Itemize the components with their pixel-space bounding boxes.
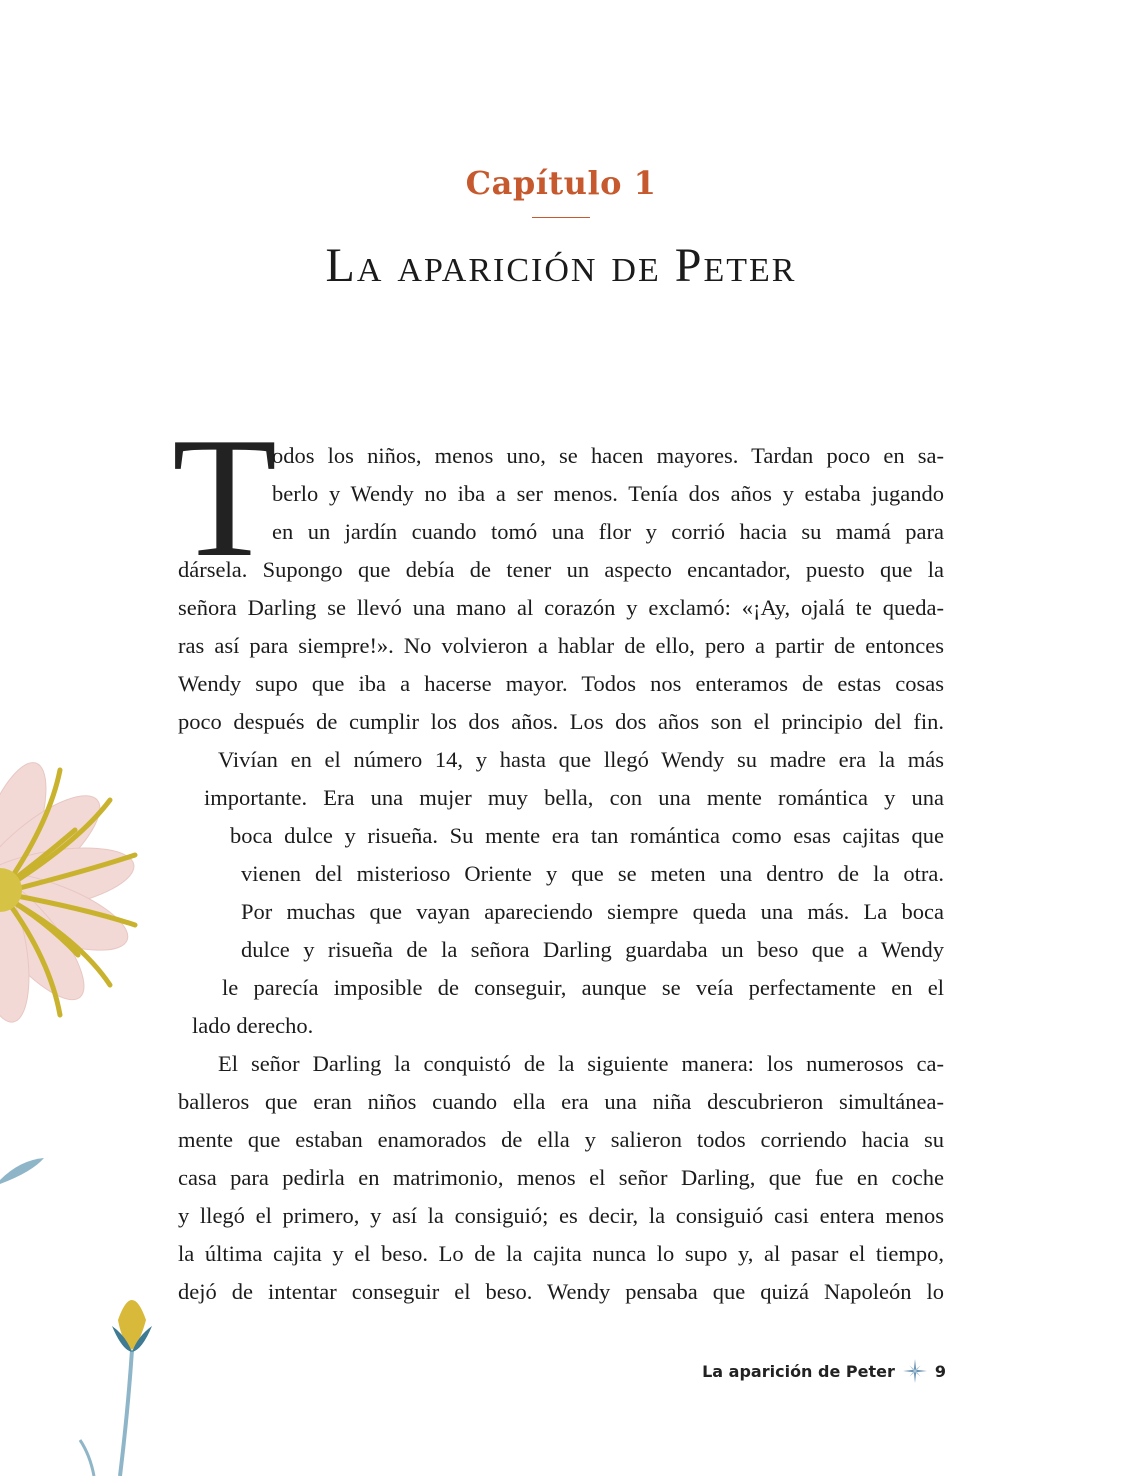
text-line: dársela. Supongo que debía de tener un aspecto encantador, puesto que la	[178, 557, 944, 582]
text-line: y llegó el primero, y así la consiguió; es decir, la consiguió casi entera menos	[178, 1203, 944, 1228]
text-line: importante. Era una mujer muy bella, con una mente romántica y una	[204, 785, 944, 810]
text-line: El señor Darling la conquistó de la siguiente manera: los numerosos ca-	[218, 1051, 944, 1076]
text-line: berlo y Wendy no iba a ser menos. Tenía dos años y estaba jugando	[272, 481, 944, 506]
drop-cap: T	[172, 403, 278, 593]
text-line: Por muchas que vayan apareciendo siempre queda una más. La boca	[241, 899, 944, 924]
running-footer	[700, 1356, 946, 1386]
chapter-title: La aparición de Peter	[325, 239, 797, 292]
text-line: casa para pedirla en matrimonio, menos el señor Darling, que fue en coche	[178, 1165, 944, 1190]
text-line: poco después de cumplir los dos años. Los dos años son el principio del fin.	[178, 709, 944, 734]
text-line: odos los niños, menos uno, se hacen mayores. Tardan poco en sa-	[272, 443, 944, 468]
text-line: balleros que eran niños cuando ella era una niña descubrieron simultánea-	[178, 1089, 944, 1114]
text-line: mente que estaban enamorados de ella y salieron todos corriendo hacia su	[178, 1127, 944, 1152]
text-line: lado derecho.	[192, 1013, 314, 1038]
text-line: boca dulce y risueña. Su mente era tan romántica como esas cajitas que	[230, 823, 944, 848]
text-line: la última cajita y el beso. Lo de la cajita nunca lo supo y, al pasar el tiempo,	[178, 1241, 944, 1266]
text-line: ras así para siempre!». No volvieron a hablar de ello, pero a partir de entonces	[178, 633, 944, 658]
text-line: le parecía imposible de conseguir, aunque se veía perfectamente en el	[222, 975, 944, 1000]
text-line: señora Darling se llevó una mano al corazón y exclamó: «¡Ay, ojalá te queda-	[178, 595, 944, 620]
text-line: dulce y risueña de la señora Darling guardaba un beso que a Wendy	[241, 937, 944, 962]
running-title: La aparición de Peter	[702, 1361, 895, 1381]
text-line: Vivían en el número 14, y hasta que llegó Wendy su madre era la más	[218, 747, 944, 772]
star-icon	[903, 1359, 927, 1383]
chapter-label: Capítulo 1	[465, 164, 657, 202]
text-line: dejó de intentar conseguir el beso. Wendy pensaba que quizá Napoleón lo	[178, 1279, 944, 1304]
text-line: en un jardín cuando tomó una flor y corrió hacia su mamá para	[272, 519, 944, 544]
page-number: 9	[934, 1361, 946, 1381]
text-line: vienen del misterioso Oriente y que se meten una dentro de la otra.	[241, 861, 944, 886]
text-line: Wendy supo que iba a hacerse mayor. Todos nos enteramos de estas cosas	[178, 671, 944, 696]
